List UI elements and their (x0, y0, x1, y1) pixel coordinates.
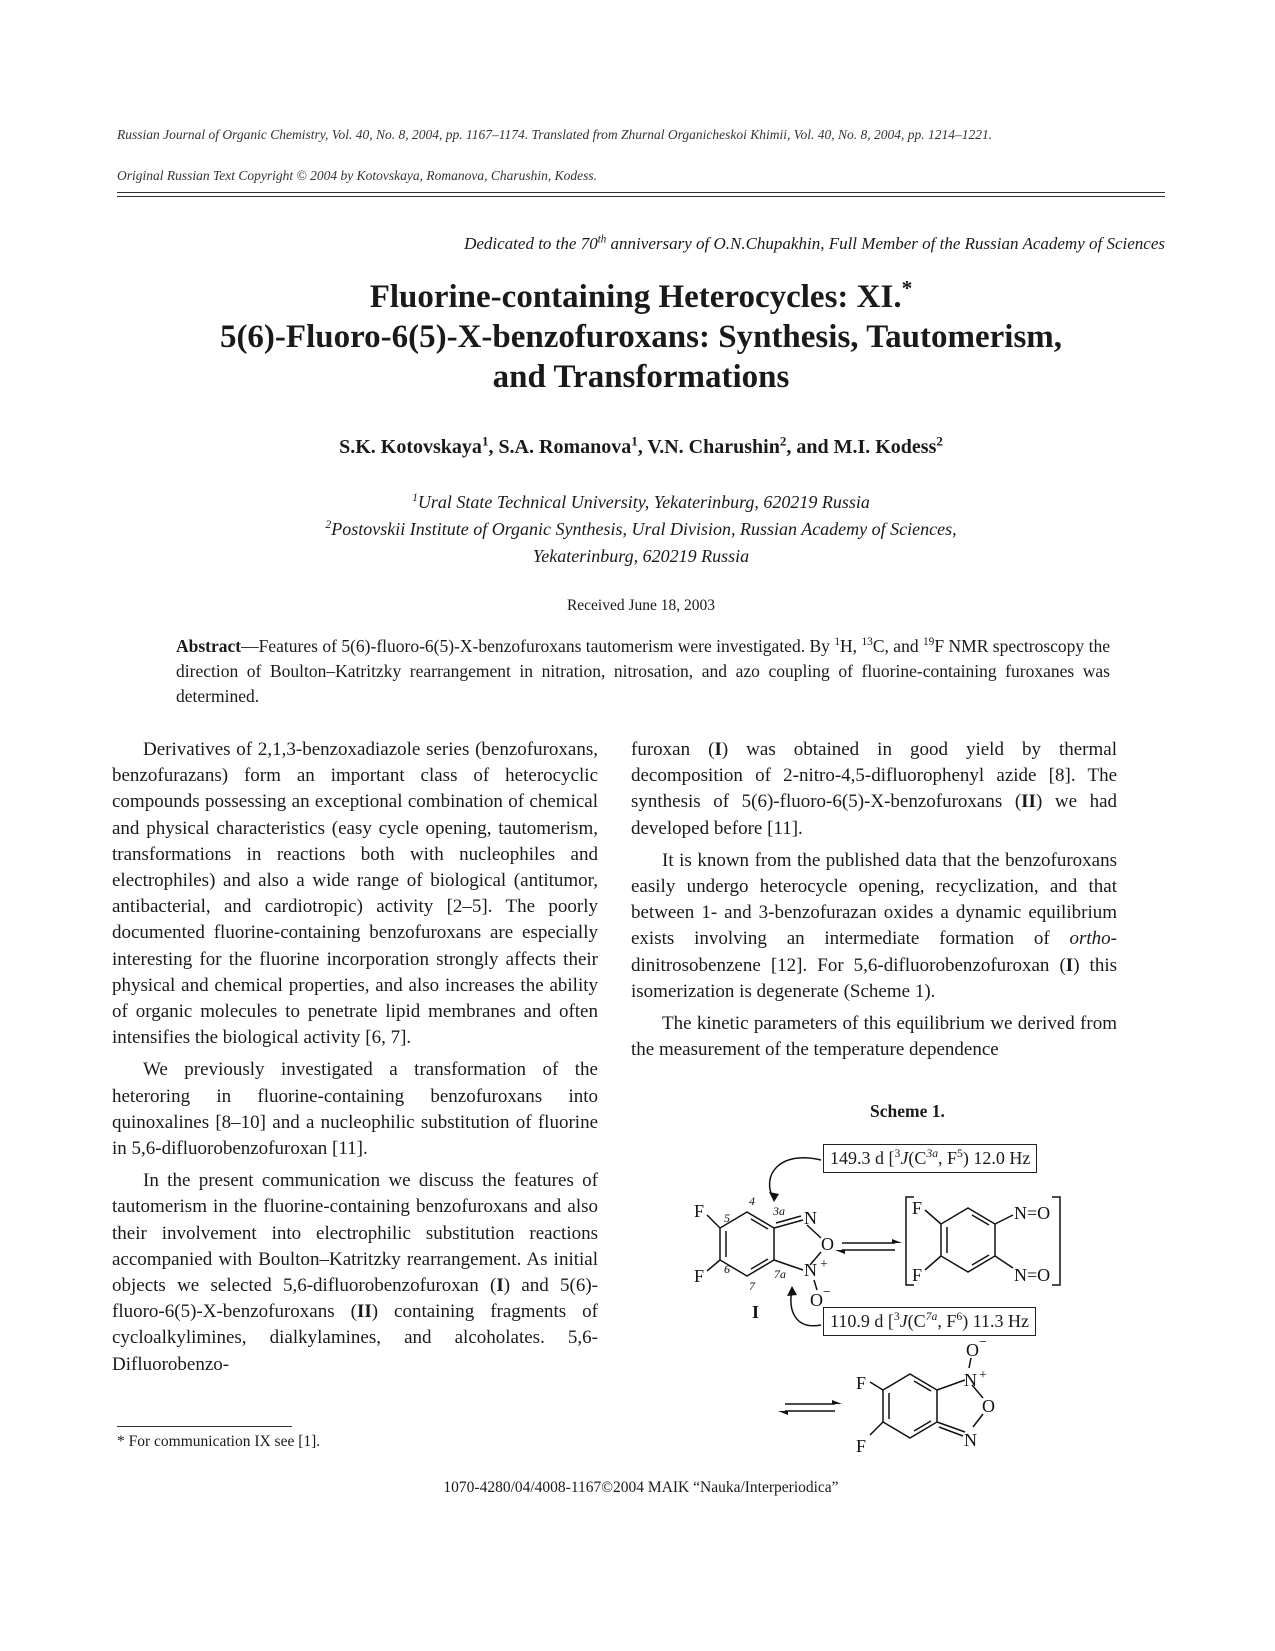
label-F-lower-2: F (856, 1436, 867, 1456)
label-plus-lower: + (979, 1368, 987, 1383)
label-N-lower-1: N (964, 1370, 977, 1390)
affiliations (117, 489, 1165, 570)
abstract-label: Abstract (176, 636, 242, 656)
dedication: Dedicated to the 70th anniversary of O.N.Chupakhin, Full Member of the Russian Academy of Sciences (464, 233, 1165, 253)
right-paragraph-2: It is known from the published data that the benzofuroxans easily undergo heterocycle opening, recyclization, and that between 1- and 3-benzofurazan oxides a dynamic equilibrium exists involving an intermediate formation of ortho-dinitrosobenzene [12]. For 5,6-difluorobenzofuroxan (I) this isomerization is degenerate (Scheme 1). (631, 849, 1117, 1002)
label-NO-2: N=O (1014, 1265, 1051, 1285)
label-pos-7a: 7a (774, 1267, 786, 1281)
label-minus-lower: − (979, 1335, 987, 1350)
right-column (631, 737, 1117, 1069)
affiliation-2: $^2$Postovskii Institute of Organic Synthesis, Ural Division, Russian Academy of Sciences, (325, 518, 957, 539)
label-NO-1: N=O (1014, 1203, 1051, 1223)
label-pos-7: 7 (749, 1279, 755, 1293)
journal-citation: Russian Journal of Organic Chemistry, Vol. 40, No. 8, 2004, pp. 1167–1174. Translated from Zhurnal Organicheskoi Khimii, Vol. 40, No. 8, 2004, pp. 1214–1221. (117, 127, 993, 142)
label-N-1: N (804, 1260, 817, 1280)
paper-title: Fluorine-containing Heterocycles: XI.* 5(6)-Fluoro-6(5)-X-benzofuroxans: Synthesis, Tautomerism, and Transformations (117, 277, 1165, 397)
scheme-title: Scheme 1. (870, 1101, 945, 1121)
left-paragraph-2: We previously investigated a transformation of the heteroring in fluorine-containing benzofuroxans into quinoxalines [8–10] and a nucleophilic substitution of fluorine in 5,6-difluorobenzofuroxan [11]. (112, 1059, 598, 1160)
label-pos-3a: 3a (773, 1204, 785, 1218)
title-line-1: Fluorine-containing Heterocycles: XI. (369, 279, 902, 315)
label-F-dinitroso-1: F (912, 1198, 923, 1218)
label-O-lower-ring: O (982, 1396, 995, 1416)
title-line-3: and Transformations (492, 359, 790, 395)
label-F-5: F (694, 1201, 705, 1221)
scheme-1-structure (680, 1140, 1080, 1460)
label-O-ring: O (821, 1234, 834, 1254)
label-pos-6: 6 (724, 1262, 730, 1276)
label-minus: − (823, 1285, 831, 1300)
nmr-coupling-box-1: 149.3 d [$^3J(C^{3a}$, $F^5$) 12.0 Hz (823, 1144, 1037, 1173)
label-F-6: F (694, 1266, 705, 1286)
label-pos-5: 5 (724, 1211, 730, 1225)
right-paragraph-1: furoxan (I) was obtained in good yield by thermal decomposition of 2-nitro-4,5-difluorophenyl azide [8]. The synthesis of 5(6)-fluoro-6(5)-X-benzofuroxans (II) we had developed before [11]. (631, 739, 1117, 839)
header-rule-bottom (117, 196, 1165, 197)
issn-copyright: 1070-4280/04/4008-1167©2004 MAIK “Nauka/Interperiodica” (443, 1479, 839, 1496)
received-date: Received June 18, 2003 (566, 597, 716, 614)
affiliation-2-cont: Yekaterinburg, 620219 Russia (532, 546, 750, 566)
nmr-coupling-box-2: 110.9 d [$^3J(C^{7a}$, $F^6$) 11.3 Hz (823, 1307, 1036, 1336)
left-column (112, 737, 598, 1384)
header-rule-top (117, 192, 1165, 193)
title-line-2: 5(6)-Fluoro-6(5)-X-benzofuroxans: Synthesis, Tautomerism, (219, 319, 1063, 355)
left-paragraph-3: In the present communication we discuss the features of tautomerism in the fluorine-containing benzofuroxans and also their involvement into electrophilic substitution reactions accompanied with Boulton–Katritzky rearrangement. As initial objects we selected 5,6-difluorobenzofuroxan (I) and 5(6)-fluoro-6(5)-X-benzofuroxans (II) containing fragments of cycloalkylimines, dialkylamines, and alcoholates. 5,6-Difluorobenzo- (112, 1170, 598, 1375)
copyright-line: Original Russian Text Copyright © 2004 by Kotovskaya, Romanova, Charushin, Kodess. (117, 168, 598, 183)
authors: S.K. Kotovskaya$^1$, S.A. Romanova$^1$, V.N. Charushin$^2$, and M.I. Kodess$^2$ (339, 433, 943, 458)
abstract: Abstract—Features of 5(6)-fluoro-6(5)-X-benzofuroxans tautomerism were investigated. By $^1$H, $^{13}$C, and $^{19}$F NMR spectroscopy the direction of Boulton–Katritzky rearrangement in nitration, nitrosation, and azo coupling of fluorine-containing furoxanes was determined. (176, 636, 1110, 706)
label-F-lower-1: F (856, 1373, 867, 1393)
footnote-rule (117, 1426, 292, 1427)
affiliation-1: $^1$Ural State Technical University, Yekaterinburg, 620219 Russia (412, 491, 870, 512)
footnote: * For communication IX see [1]. (117, 1433, 321, 1450)
label-N-3: N (804, 1208, 817, 1228)
label-O-minus: O (810, 1290, 823, 1310)
label-F-dinitroso-2: F (912, 1265, 923, 1285)
label-N-lower-2: N (964, 1430, 977, 1450)
compound-I-label: I (752, 1302, 760, 1322)
right-paragraph-3: The kinetic parameters of this equilibrium we derived from the measurement of the temperature dependence (631, 1013, 1117, 1061)
label-pos-4: 4 (749, 1194, 755, 1208)
label-O-minus-lower: O (966, 1340, 979, 1360)
left-paragraph-1: Derivatives of 2,1,3-benzoxadiazole series (benzofuroxans, benzofurazans) form an important class of heterocyclic compounds possessing an exceptional combination of chemical and physical characteristics (easy cycle opening, tautomerism, transformations in reactions both with nucleophiles and electrophiles) and also a wide range of biological (antitumor, antibacterial, and cardiotropic) activity [2–5]. The poorly documented fluorine-containing benzofuroxans are especially interesting for the fluorine incorporation strongly affects their physical and chemical properties, and also increases the ability of organic molecules to penetrate lipid membranes and often intensifies the biological activity [6, 7]. (112, 739, 598, 1049)
label-plus: + (820, 1257, 828, 1272)
